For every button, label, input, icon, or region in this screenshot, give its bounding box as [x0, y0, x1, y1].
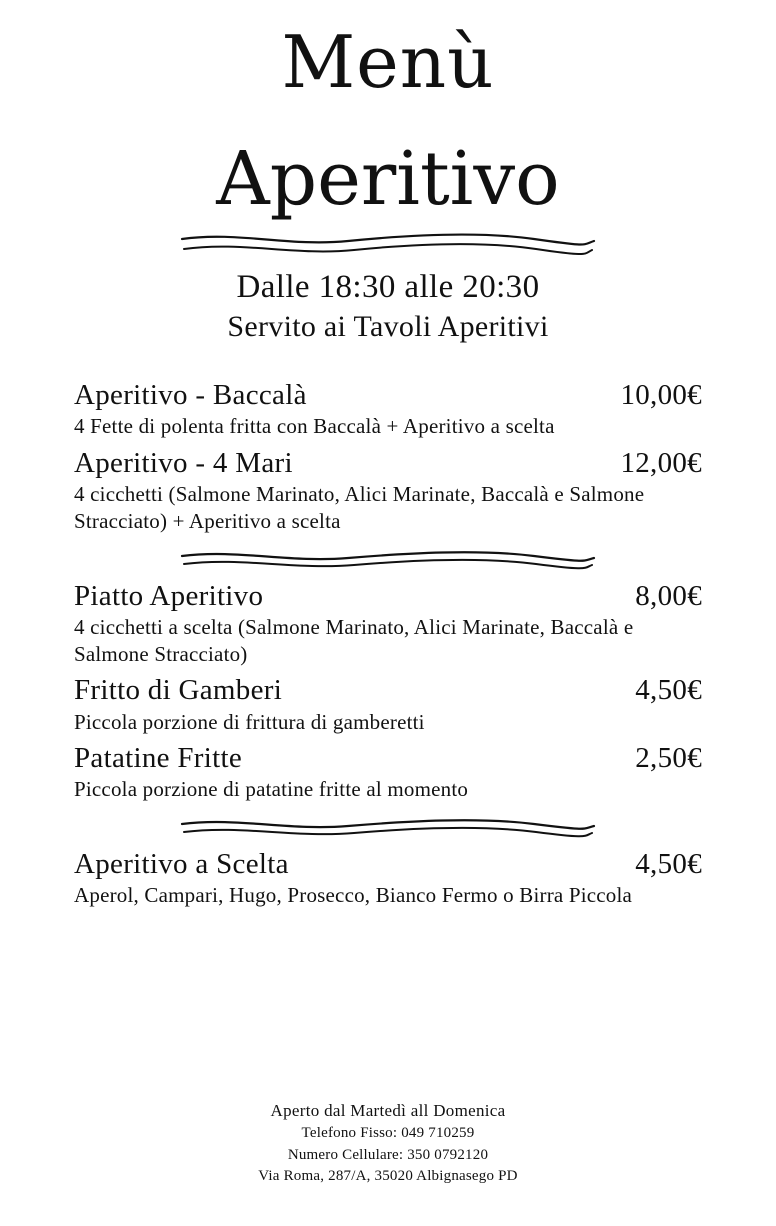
- menu-item-price: 12,00€: [620, 446, 702, 479]
- menu-item-price: 10,00€: [620, 378, 702, 411]
- menu-section-piatti: [74, 580, 702, 804]
- menu-item: [74, 447, 702, 536]
- service-hours: Dalle 18:30 alle 20:30: [236, 269, 540, 305]
- menu-item-name: Piatto Aperitivo: [74, 579, 264, 612]
- footer: [0, 1100, 776, 1188]
- menu-item-head: [74, 379, 702, 412]
- phone-fixed: Telefono Fisso: 049 710259: [301, 1124, 475, 1141]
- menu-item-description: Piccola porzione di frittura di gamberetti: [74, 709, 425, 734]
- menu-item-head: [74, 674, 702, 707]
- menu-item: [74, 580, 702, 669]
- menu-item-description: Piccola porzione di patatine fritte al momento: [74, 777, 469, 802]
- menu-item-head: [74, 848, 702, 881]
- menu-item-price: 4,50€: [635, 674, 702, 707]
- menu-item-price: 8,00€: [635, 579, 702, 612]
- menu-sections: [74, 379, 702, 909]
- menu-item-price: 4,50€: [635, 847, 702, 880]
- menu-item-description: Aperol, Campari, Hugo, Prosecco, Bianco Fermo o Birra Piccola: [74, 883, 633, 908]
- menu-item-price: 2,50€: [635, 742, 702, 775]
- menu-item-name: Aperitivo a Scelta: [74, 847, 289, 880]
- wavy-line-divider-icon: [74, 548, 702, 572]
- service-note: Servito ai Tavoli Aperitivi: [227, 309, 549, 343]
- phone-mobile: Numero Cellulare: 350 0792120: [287, 1146, 489, 1163]
- menu-item-description: 4 cicchetti (Salmone Marinato, Alici Marinate, Baccalà e Salmone Stracciato) + Aperitivo a scelta: [74, 481, 645, 534]
- menu-item: [74, 379, 702, 441]
- menu-item-description: 4 Fette di polenta fritta con Baccalà + Aperitivo a scelta: [74, 414, 555, 439]
- menu-item: [74, 848, 702, 910]
- wavy-line-divider-icon: [74, 230, 702, 258]
- menu-item-name: Patatine Fritte: [74, 742, 242, 775]
- opening-days: Aperto dal Martedì all Domenica: [270, 1100, 506, 1120]
- menu-item-head: [74, 580, 702, 613]
- wavy-line-divider-icon: [74, 816, 702, 840]
- menu-item-name: Aperitivo - 4 Mari: [74, 446, 293, 479]
- menu-item: [74, 674, 702, 736]
- menu-item-head: [74, 742, 702, 775]
- menu-item-name: Fritto di Gamberi: [74, 674, 283, 707]
- page-title: Menù: [281, 20, 495, 104]
- page-subtitle: Aperitivo: [216, 136, 560, 222]
- menu-item-name: Aperitivo - Baccalà: [74, 378, 307, 411]
- menu-section-bevande: [74, 848, 702, 910]
- menu-item-head: [74, 447, 702, 480]
- menu-item-description: 4 cicchetti a scelta (Salmone Marinato, Alici Marinate, Baccalà e Salmone Stracciato): [74, 614, 634, 667]
- menu-page: [0, 20, 776, 1226]
- menu-section-aperitivi-completi: [74, 379, 702, 536]
- address: Via Roma, 287/A, 35020 Albignasego PD: [258, 1168, 518, 1185]
- menu-item: [74, 742, 702, 804]
